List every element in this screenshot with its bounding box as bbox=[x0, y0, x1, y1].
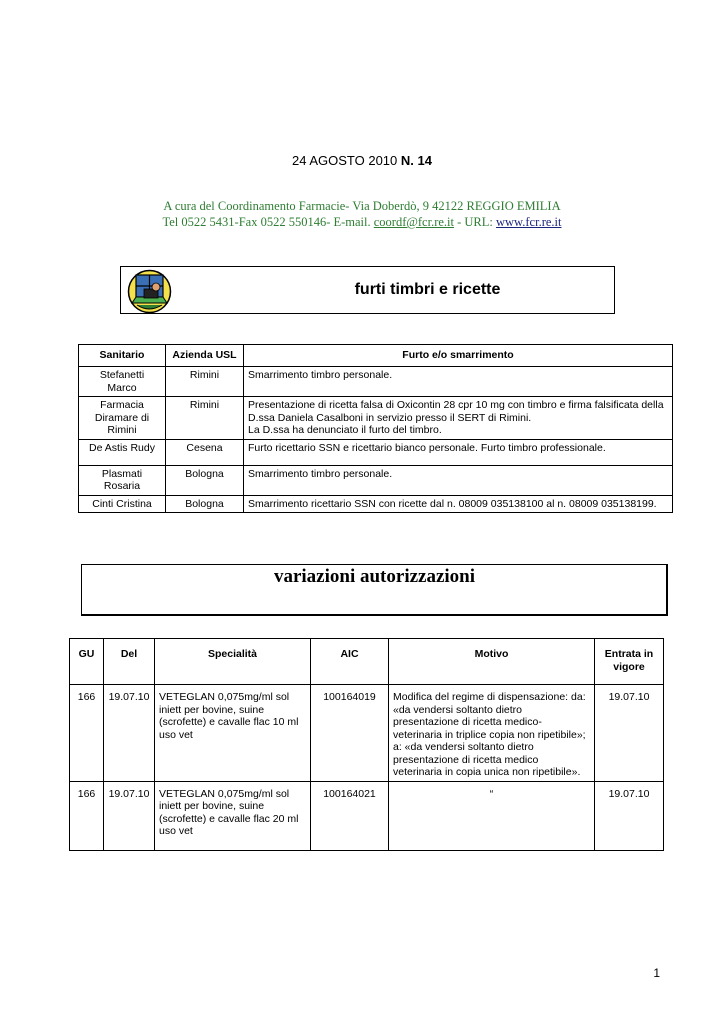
sanitario-cell: Stefanetti Marco bbox=[79, 367, 166, 397]
vigore-cell: 19.07.10 bbox=[595, 781, 664, 850]
furti-table bbox=[78, 344, 673, 513]
furto-cell: Smarrimento timbro personale. bbox=[244, 367, 673, 397]
email-link[interactable]: coordf@fcr.re.it bbox=[373, 215, 454, 229]
table-row bbox=[70, 781, 664, 850]
url-prefix: - URL: bbox=[453, 215, 496, 229]
motivo-cell: “ bbox=[389, 781, 595, 850]
table-row bbox=[79, 367, 673, 397]
sanitario-cell: De Astis Rudy bbox=[79, 439, 166, 465]
gu-cell: 166 bbox=[70, 781, 104, 850]
issue-number: N. 14 bbox=[400, 153, 432, 168]
column-header: Entrata in vigore bbox=[595, 639, 664, 685]
specialita-cell: VETEGLAN 0,075mg/ml sol iniett per bovine, suine (scrofette) e cavalle flac 20 ml uso vet bbox=[155, 781, 311, 850]
vigore-cell: 19.07.10 bbox=[595, 685, 664, 782]
del-cell: 19.07.10 bbox=[104, 781, 155, 850]
aic-cell: 100164019 bbox=[311, 685, 389, 782]
aic-cell: 100164021 bbox=[311, 781, 389, 850]
table-row bbox=[79, 397, 673, 440]
asl-cell: Bologna bbox=[166, 495, 244, 513]
contacts-text: Tel 0522 5431-Fax 0522 550146- E-mail. bbox=[162, 215, 374, 229]
section-title-variazioni: variazioni autorizzazioni bbox=[273, 566, 476, 587]
furto-cell: Smarrimento timbro personale. bbox=[244, 465, 673, 495]
column-header: GU bbox=[70, 639, 104, 685]
sanitario-cell: Farmacia Diramare di Rimini bbox=[79, 397, 166, 440]
specialita-cell: VETEGLAN 0,075mg/ml sol iniett per bovine, suine (scrofette) e cavalle flac 10 ml uso vet bbox=[155, 685, 311, 782]
furto-cell: Smarrimento ricettario SSN con ricette dal n. 08009 035138100 al n. 08009 035138199. bbox=[244, 495, 673, 513]
asl-cell: Rimini bbox=[166, 397, 244, 440]
column-header: Del bbox=[104, 639, 155, 685]
table-row bbox=[79, 495, 673, 513]
table-row bbox=[79, 465, 673, 495]
sanitario-cell: Cinti Cristina bbox=[79, 495, 166, 513]
furto-cell: Presentazione di ricetta falsa di Oxicontin 28 cpr 10 mg con timbro e firma falsificata della D.ssa Daniela Casalboni in servizio presso il SERT di Rimini. La D.ssa ha denunciato il furto del timbro. bbox=[244, 397, 673, 440]
sanitario-cell: Plasmati Rosaria bbox=[79, 465, 166, 495]
del-cell: 19.07.10 bbox=[104, 685, 155, 782]
issue-date bbox=[0, 153, 724, 168]
column-header: Furto e/o smarrimento bbox=[244, 345, 673, 367]
website-link[interactable]: www.fcr.re.it bbox=[496, 215, 562, 229]
column-header: AIC bbox=[311, 639, 389, 685]
gu-cell: 166 bbox=[70, 685, 104, 782]
column-header: Motivo bbox=[389, 639, 595, 685]
section-title-text: furti timbri e ricette bbox=[354, 281, 501, 298]
page-number: 1 bbox=[653, 966, 660, 980]
asl-cell: Rimini bbox=[166, 367, 244, 397]
coordination-contacts bbox=[0, 215, 724, 230]
asl-cell: Bologna bbox=[166, 465, 244, 495]
section-title-furti bbox=[120, 281, 615, 299]
column-header: Azienda USL bbox=[166, 345, 244, 367]
furto-cell: Furto ricettario SSN e ricettario bianco personale. Furto timbro professionale. bbox=[244, 439, 673, 465]
column-header: Specialità bbox=[155, 639, 311, 685]
asl-cell: Cesena bbox=[166, 439, 244, 465]
column-header: Sanitario bbox=[79, 345, 166, 367]
date-text: 24 AGOSTO 2010 bbox=[292, 153, 398, 168]
motivo-cell: Modifica del regime di dispensazione: da: «da vendersi soltanto dietro presentazione di ricetta medico-veterinaria in triplice copia non ripetibile»; a: «da vendersi soltanto dietro presentazione di ricetta medico veterinaria in copia unica non ripetibile». bbox=[389, 685, 595, 782]
coordination-address: A cura del Coordinamento Farmacie- Via Doberdò, 9 42122 REGGIO EMILIA bbox=[163, 199, 561, 213]
table-row bbox=[79, 439, 673, 465]
table-row bbox=[70, 685, 664, 782]
variazioni-table bbox=[69, 638, 664, 851]
